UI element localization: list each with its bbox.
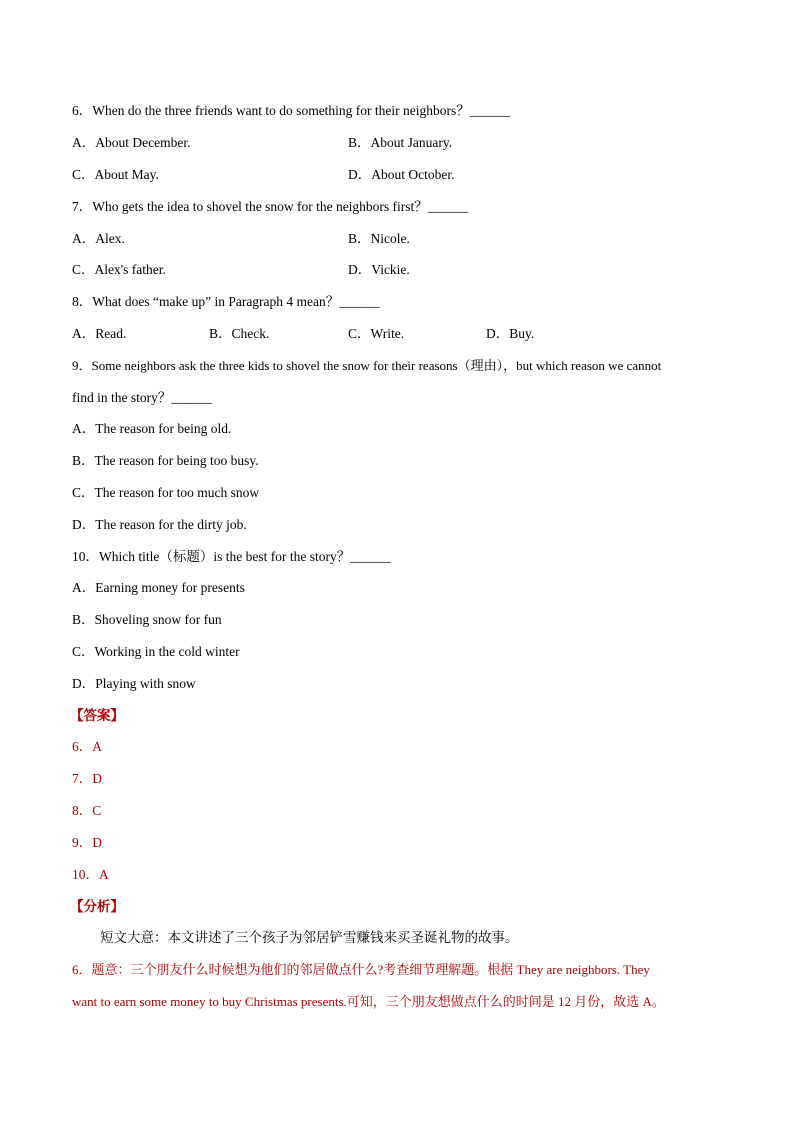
q9-option-d: D．The reason for the dirty job. (72, 517, 247, 532)
q10-option-b: B．Shoveling snow for fun (72, 612, 222, 627)
q7-option-a: A．Alex. (72, 231, 125, 246)
q10-option-c: C．Working in the cold winter (72, 644, 240, 659)
answer-7: 7．D (72, 771, 102, 786)
q6-option-c: C．About May. (72, 167, 159, 182)
answer-6: 6．A (72, 739, 102, 754)
answer-9: 9．D (72, 835, 102, 850)
answer-10: 10．A (72, 867, 109, 882)
answer-8: 8．C (72, 803, 102, 818)
q10-option-d: D．Playing with snow (72, 676, 196, 691)
q7-option-d: D．Vickie. (348, 262, 410, 277)
q6-option-b: B．About January. (348, 135, 453, 150)
q8-option-c: C．Write. (348, 326, 405, 341)
q8-option-b: B．Check. (209, 326, 270, 341)
q7-option-b: B．Nicole. (348, 231, 410, 246)
q9-option-b: B．The reason for being too busy. (72, 453, 259, 468)
answers-heading: 【答案】 (70, 708, 124, 724)
q10-option-a: A．Earning money for presents (72, 580, 245, 595)
question-7-stem: 7．Who gets the idea to shovel the snow for the neighbors first？______ (72, 199, 469, 214)
analysis-summary: 短文大意：本文讲述了三个孩子为邻居铲雪赚钱来买圣诞礼物的故事。 (100, 930, 519, 945)
q8-option-d: D．Buy. (486, 326, 535, 341)
q7-option-c: C．Alex's father. (72, 262, 166, 277)
question-8-stem: 8．What does “make up” in Paragraph 4 mean？______ (72, 294, 380, 309)
q6-option-a: A．About December. (72, 135, 191, 150)
q9-option-c: C．The reason for too much snow (72, 485, 260, 500)
q8-option-a: A．Read. (72, 326, 127, 341)
q9-option-a: A．The reason for being old. (72, 421, 232, 436)
question-10-stem: 10．Which title（标题）is the best for the story？______ (72, 549, 391, 564)
question-9-stem-line1: 9．Some neighbors ask the three kids to shovel the snow for their reasons（理由），but which reason we cannot (72, 358, 662, 373)
analysis-heading: 【分析】 (70, 899, 124, 915)
analysis-q6-line1: 6．题意：三个朋友什么时候想为他们的邻居做点什么?考查细节理解题。根据 They are neighbors. They (72, 962, 650, 977)
question-9-stem-line2: find in the story？______ (72, 390, 212, 405)
q6-option-d: D．About October. (348, 167, 455, 182)
analysis-q6-line2: want to earn some money to buy Christmas presents.可知，三个朋友想做点什么的时间是 12 月份，故选 A。 (72, 994, 665, 1009)
question-6-stem: 6．When do the three friends want to do something for their neighbors？______ (72, 103, 511, 118)
